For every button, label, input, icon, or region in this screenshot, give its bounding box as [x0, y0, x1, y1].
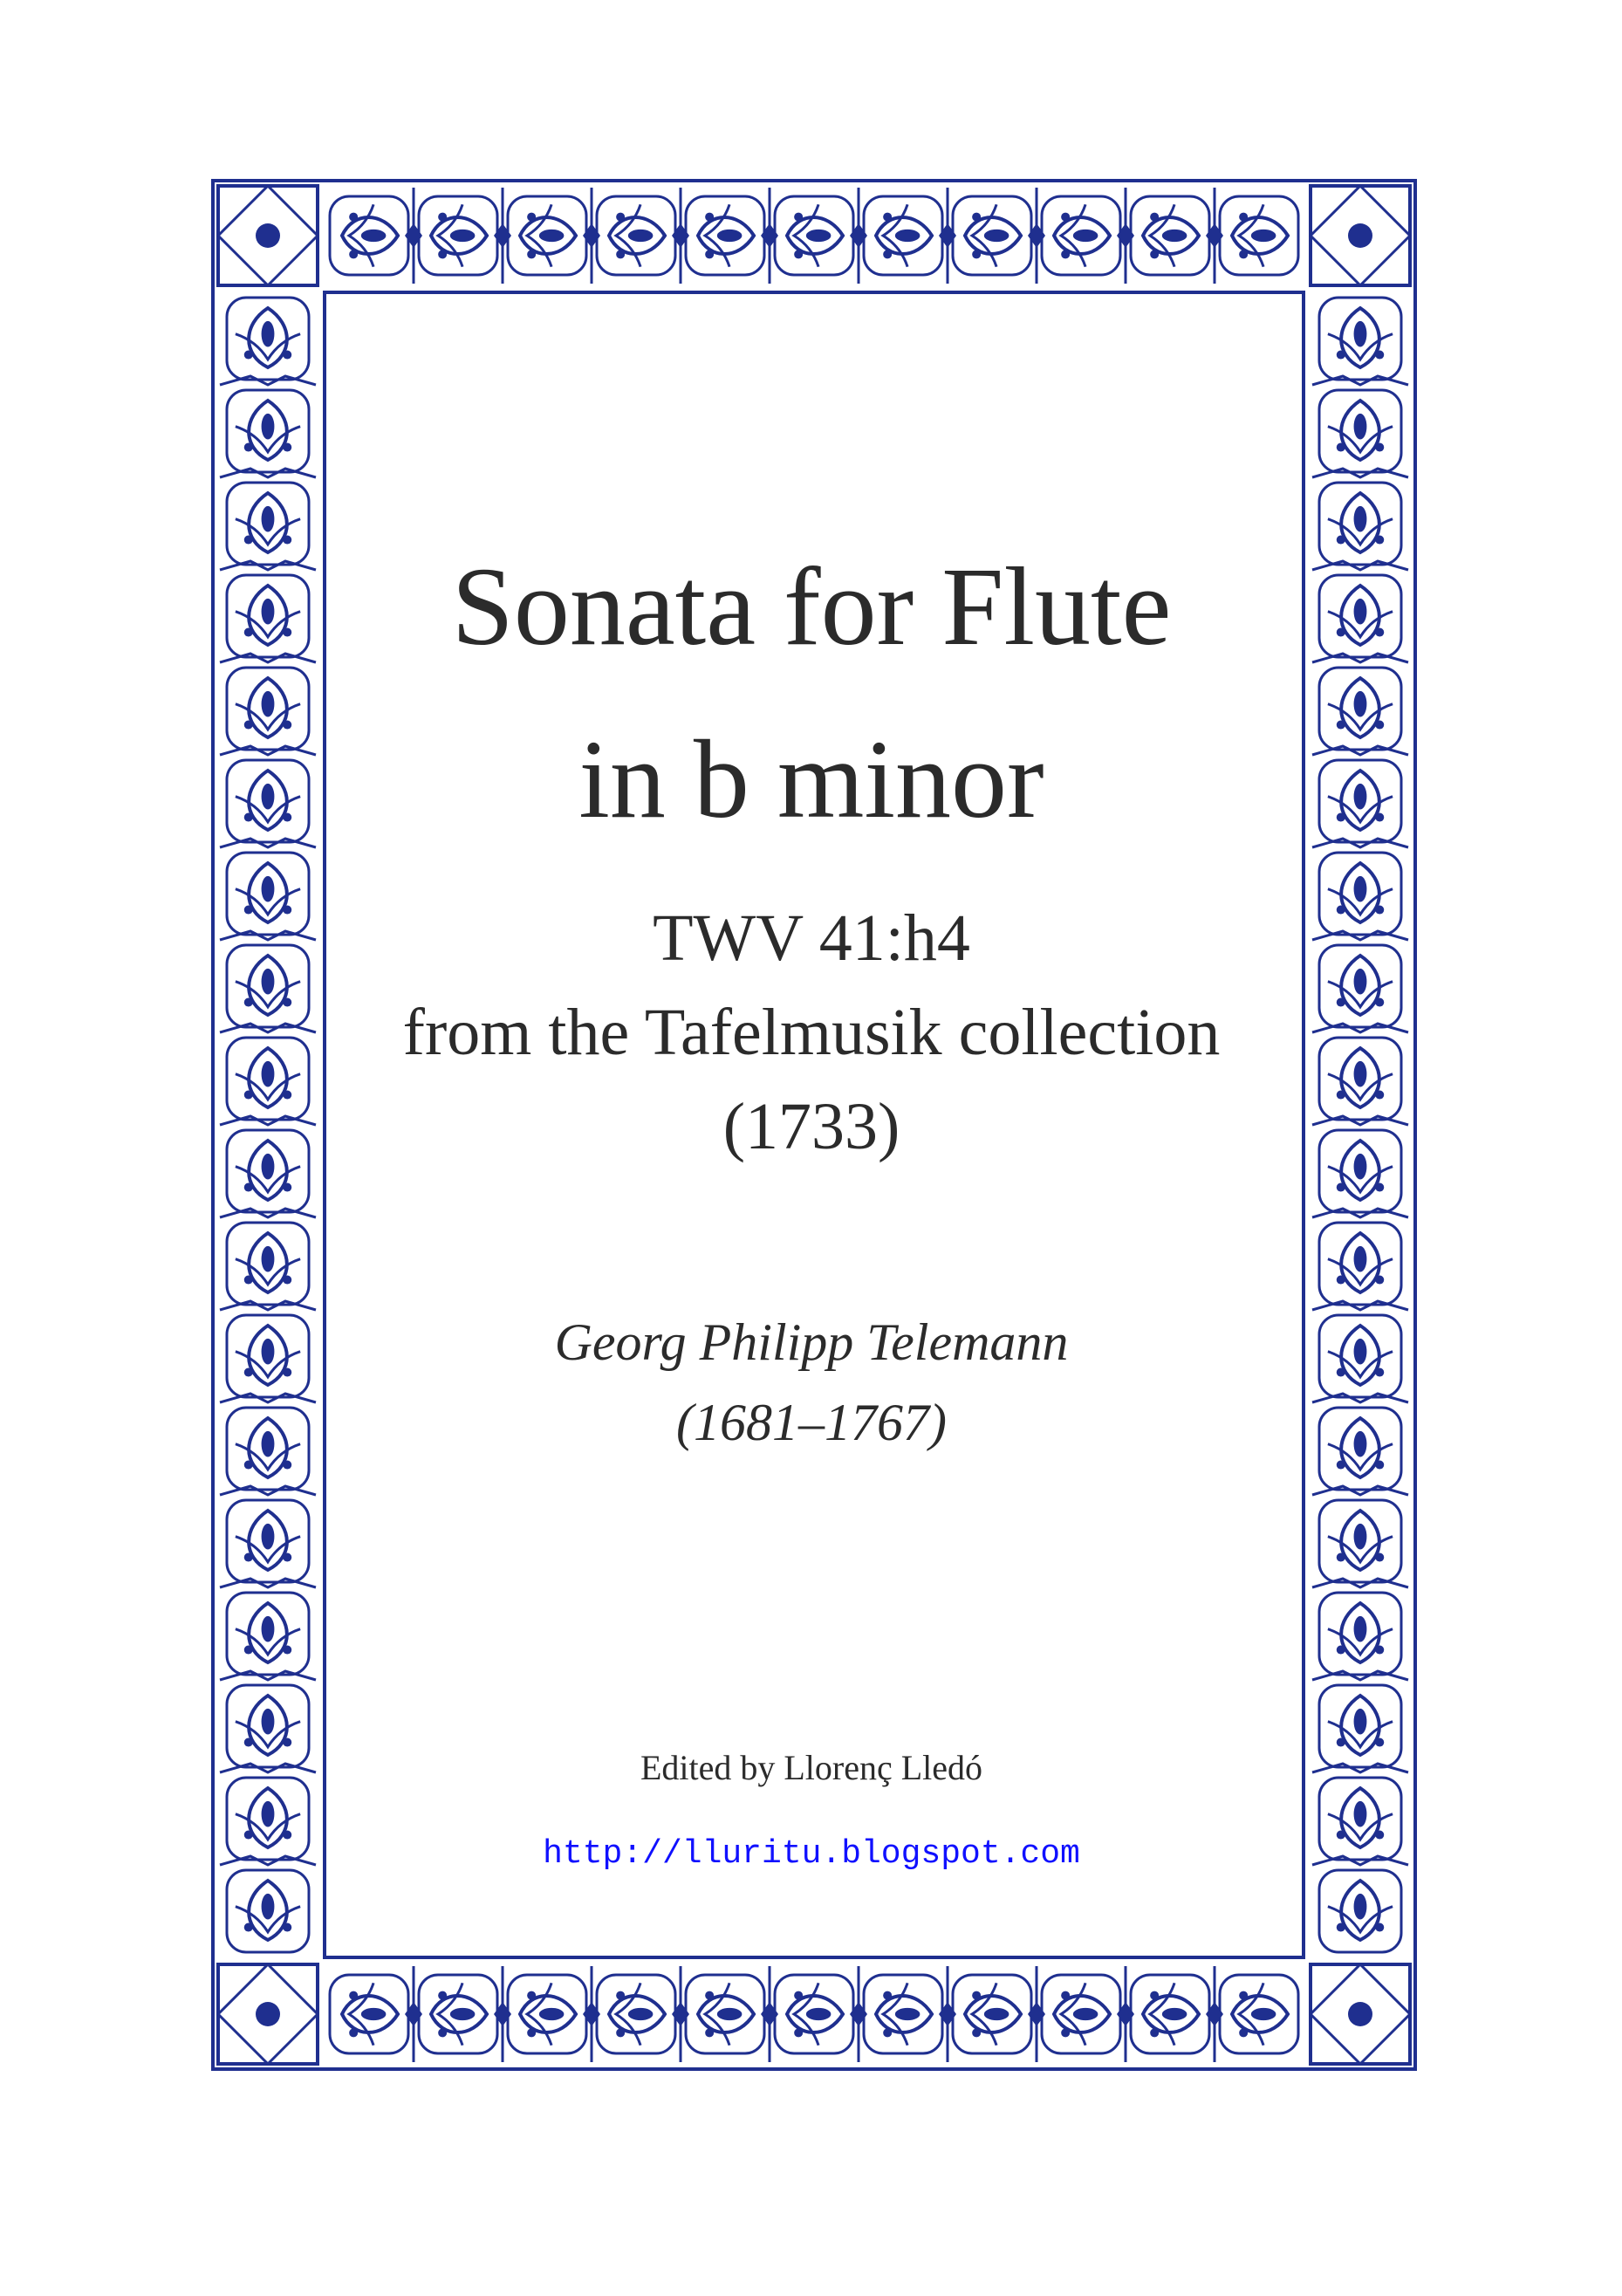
- title-line-2: in b minor: [578, 717, 1044, 841]
- title-line-1: Sonata for Flute: [451, 545, 1172, 668]
- website-link[interactable]: http://lluritu.blogspot.com: [543, 1835, 1080, 1873]
- editor-credit: Edited by Llorenç Lledó: [640, 1748, 983, 1787]
- composer-lifespan: (1681–1767): [676, 1394, 947, 1451]
- composer-name: Georg Philipp Telemann: [554, 1313, 1069, 1371]
- collection-year: (1733): [722, 1090, 900, 1163]
- collection-name: from the Tafelmusik collection: [402, 996, 1221, 1069]
- catalog-number: TWV 41:h4: [653, 901, 970, 975]
